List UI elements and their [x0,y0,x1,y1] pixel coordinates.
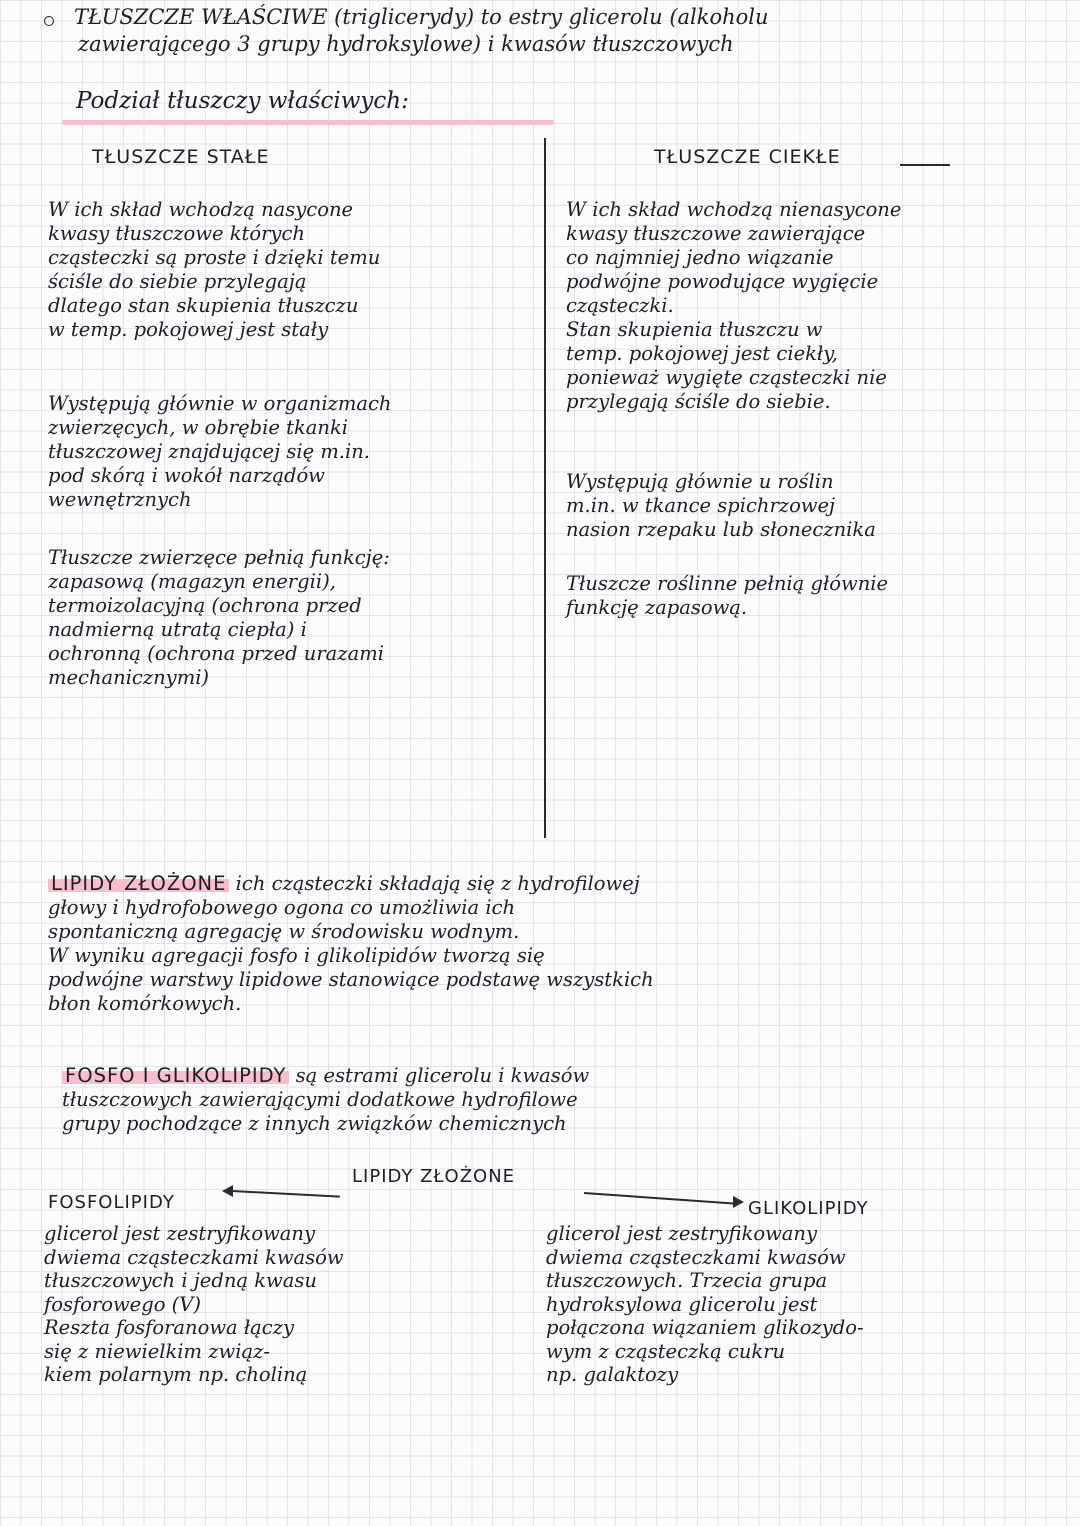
text-line: np. galaktozy [546,1363,679,1386]
text-line: podwójne powodujące wygięcie [566,270,879,293]
text-line: wym z cząsteczką cukru [546,1339,786,1363]
text-line: W wyniku agregacji fosfo i glikolipidów tworzą się [48,944,545,967]
arrow-right-line [584,1192,734,1204]
division-heading: Podział tłuszczy właściwych: [76,88,409,114]
text-line: głowy i hydrofobowego ogona co umożliwia ich [48,896,516,919]
text-line [62,1064,589,1088]
complex-lipids-term: LIPIDY ZŁOŻONE [48,872,229,895]
text-line: zwierzęcych, w obrębie tkanki [48,416,349,439]
text-line: temp. pokojowej jest ciekły, [566,342,838,365]
text-line: co najmniej jedno wiązanie [566,246,834,269]
text-line: cząsteczki są proste i dzięki temu [48,246,381,269]
text-line: glicerol jest zestryfikowany [44,1222,315,1245]
text-line: spontaniczną agregację w środowisku wodnym. [48,920,520,943]
text-line: fosforowego (V) [44,1292,201,1316]
phospholipids-description [44,1222,344,1387]
intro-text [74,4,769,58]
intro-line: zawierającego 3 grupy hydroksylowe) i kwasów tłuszczowych [78,32,734,56]
text-line: ochronną (ochrona przed urazami [48,642,384,665]
text-line: połączona wiązaniem glikozydo- [546,1316,864,1339]
text-line: tłuszczowej znajdującej się m.in. [48,440,370,463]
text-line: nadmierną utratą ciepła) i [48,618,307,641]
text-line: zapasową (magazyn energii), [48,570,336,593]
diagram-label: LIPIDY ZŁOŻONE [352,1166,516,1187]
text-line: Reszta fosforanowa łączy [44,1316,295,1339]
text-line: tłuszczowych zawierającymi dodatkowe hydrofilowe [62,1088,578,1111]
solid-fats-heading: TŁUSZCZE STAŁE [92,146,270,168]
text-line: m.in. w tkance spichrzowej [566,494,836,517]
text-line: dlatego stan skupienia tłuszczu [48,294,359,317]
intro-line: TŁUSZCZE WŁAŚCIWE (triglicerydy) to estry glicerolu (alkoholu [74,5,769,29]
text-line: tłuszczowych. Trzecia grupa [546,1269,828,1292]
text-line: kwasy tłuszczowe zawierające [566,222,866,245]
text-line: W ich skład wchodzą nienasycone [566,198,902,221]
text-line: Występują głównie u roślin [566,470,834,493]
text-line: Tłuszcze roślinne pełnią głównie [566,572,889,595]
solid-fats-composition [48,198,380,342]
complex-lipids-paragraph [48,872,654,1016]
liquid-fats-functions [566,572,888,620]
text-line: podwójne warstwy lipidowe stanowiące podstawę wszystkich [48,968,654,991]
text-line: mechanicznymi) [48,666,210,689]
text-line: Tłuszcze zwierzęce pełnią funkcję: [48,546,390,569]
glycolipids-heading: GLIKOLIPIDY [748,1198,869,1219]
liquid-fats-composition [566,198,901,414]
phospho-glyco-paragraph [62,1064,589,1136]
arrow-right-head [733,1196,744,1208]
text-line: grupy pochodzące z innych związków chemicznych [62,1112,567,1135]
glycolipids-description [546,1222,864,1387]
liquid-fats-occurrence [566,470,876,542]
highlight-underline [62,120,554,125]
text-line: Stan skupienia tłuszczu w [566,318,823,341]
text-fragment: ich cząsteczki składają się z hydrofilowej [229,872,640,895]
text-line: termoizolacyjną (ochrona przed [48,594,362,617]
text-line: błon komórkowych. [48,992,242,1015]
text-line [48,872,654,896]
text-line: kiem polarnym np. choliną [44,1363,308,1386]
text-line: ponieważ wygięte cząsteczki nie [566,366,887,389]
column-divider [544,138,546,838]
text-fragment: są estrami glicerolu i kwasów [289,1064,590,1087]
text-line: w temp. pokojowej jest stały [48,318,329,341]
bullet-point [44,16,54,26]
solid-fats-functions [48,546,390,690]
text-line: W ich skład wchodzą nasycone [48,198,354,221]
phospholipids-heading: FOSFOLIPIDY [48,1192,175,1213]
text-line: funkcję zapasową. [566,596,748,619]
text-line: glicerol jest zestryfikowany [546,1222,817,1245]
text-line: ściśle do siebie przylegają [48,270,307,293]
text-line: cząsteczki. [566,294,674,317]
arrow-left-line [232,1190,340,1197]
text-line: pod skórą i wokół narządów [48,464,325,487]
text-line: wewnętrznych [48,488,192,511]
text-line: kwasy tłuszczowe których [48,222,305,245]
text-line: dwiema cząsteczkami kwasów [546,1245,846,1269]
text-line: nasion rzepaku lub słonecznika [566,518,876,541]
text-line: przylegają ściśle do siebie. [566,390,831,413]
arrow-left-head [222,1185,233,1197]
text-line: się z niewielkim związ- [44,1339,270,1363]
text-line: hydroksylowa glicerolu jest [546,1292,818,1316]
phospho-glyco-term: FOSFO I GLIKOLIPIDY [62,1064,289,1087]
liquid-fats-heading: TŁUSZCZE CIEKŁE [654,146,841,168]
solid-fats-occurrence [48,392,391,512]
text-line: dwiema cząsteczkami kwasów [44,1245,344,1269]
text-line: Występują głównie w organizmach [48,392,392,415]
text-line: tłuszczowych i jedną kwasu [44,1269,317,1292]
heading-underline [900,164,950,166]
